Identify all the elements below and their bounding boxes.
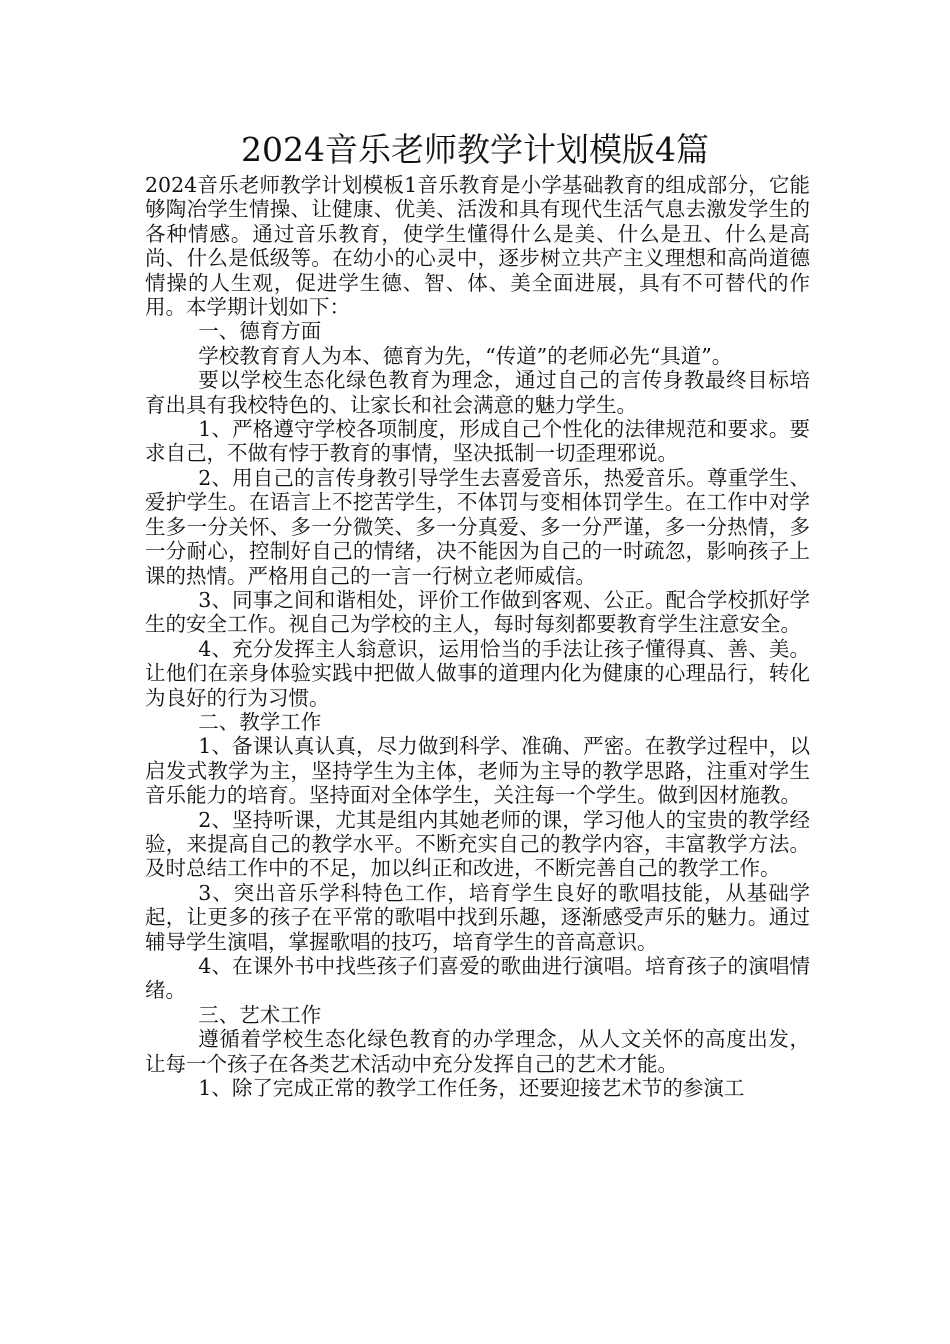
paragraph: 3、同事之间和谐相处，评价工作做到客观、公正。配合学校抓好学生的安全工作。视自己为学校的主人，每时每刻都要教育学生注意安全。: [145, 587, 810, 637]
intro-paragraph: 2024音乐老师教学计划模板1音乐教育是小学基础教育的组成部分，它能够陶冶学生情操、让健康、优美、活泼和具有现代生活气息去激发学生的各种情感。通过音乐教育，使学生懂得什么是美、什么是丑、什么是高尚、什么是低级等。在幼小的心灵中，逐步树立共产主义理想和高尚道德情操的人生观，促进学生德、智、体、美全面进展，具有不可替代的作用。本学期计划如下：: [145, 173, 810, 320]
paragraph: 遵循着学校生态化绿色教育的办学理念，从人文关怀的高度出发，让每一个孩子在各类艺术活动中充分发挥自己的艺术才能。: [145, 1027, 810, 1076]
paragraph: 2、坚持听课，尤其是组内其她老师的课，学习他人的宝贵的教学经验，来提高自己的教学水平。不断充实自己的教学内容，丰富教学方法。及时总结工作中的不足，加以纠正和改进，不断完善自己的教学工作。: [145, 807, 810, 881]
paragraph: 2、用自己的言传身教引导学生去喜爱音乐，热爱音乐。尊重学生、爱护学生。在语言上不挖苦学生，不体罚与变相体罚学生。在工作中对学生多一分关怀、多一分微笑、多一分真爱、多一分严谨，多一分热情，多一分耐心，控制好自己的情绪，决不能因为自己的一时疏忽，影响孩子上课的热情。严格用自己的一言一行树立老师威信。: [145, 465, 810, 588]
section-heading-moral-education: 一、德育方面: [198, 319, 322, 344]
paragraph: 3、突出音乐学科特色工作，培育学生良好的歌唱技能，从基础学起，让更多的孩子在平常的歌唱中找到乐趣，逐渐感受声乐的魅力。通过辅导学生演唱，掌握歌唱的技巧，培育学生的音高意识。: [145, 880, 810, 954]
paragraph: 4、在课外书中找些孩子们喜爱的歌曲进行演唱。培育孩子的演唱情绪。: [145, 954, 810, 1003]
section-heading-art-work: 三、艺术工作: [198, 1002, 322, 1027]
section-heading-teaching-work: 二、教学工作: [198, 709, 322, 734]
paragraph: 1、备课认真认真，尽力做到科学、准确、严密。在教学过程中，以启发式教学为主，坚持学生为主体，老师为主导的教学思路，注重对学生音乐能力的培育。坚持面对全体学生，关注每一个学生。做到因材施教。: [145, 734, 810, 808]
paragraph: 4、充分发挥主人翁意识，运用恰当的手法让孩子懂得真、善、美。让他们在亲身体验实践中把做人做事的道理内化为健康的心理品行，转化为良好的行为习惯。: [145, 636, 810, 710]
document-title: 2024音乐老师教学计划模版4篇: [241, 130, 709, 169]
paragraph: 1、除了完成正常的教学工作任务，还要迎接艺术节的参演工: [198, 1076, 745, 1101]
paragraph: 1、严格遵守学校各项制度，形成自己个性化的法律规范和要求。要求自己，不做有悖于教育的事情，坚决抵制一切歪理邪说。: [145, 417, 810, 466]
document-body: [145, 173, 810, 1100]
paragraph: 要以学校生态化绿色教育为理念，通过自己的言传身教最终目标培育出具有我校特色的、让家长和社会满意的魅力学生。: [145, 368, 810, 417]
paragraph: 学校教育育人为本、德育为先，“传道”的老师必先“具道”。: [198, 343, 733, 368]
